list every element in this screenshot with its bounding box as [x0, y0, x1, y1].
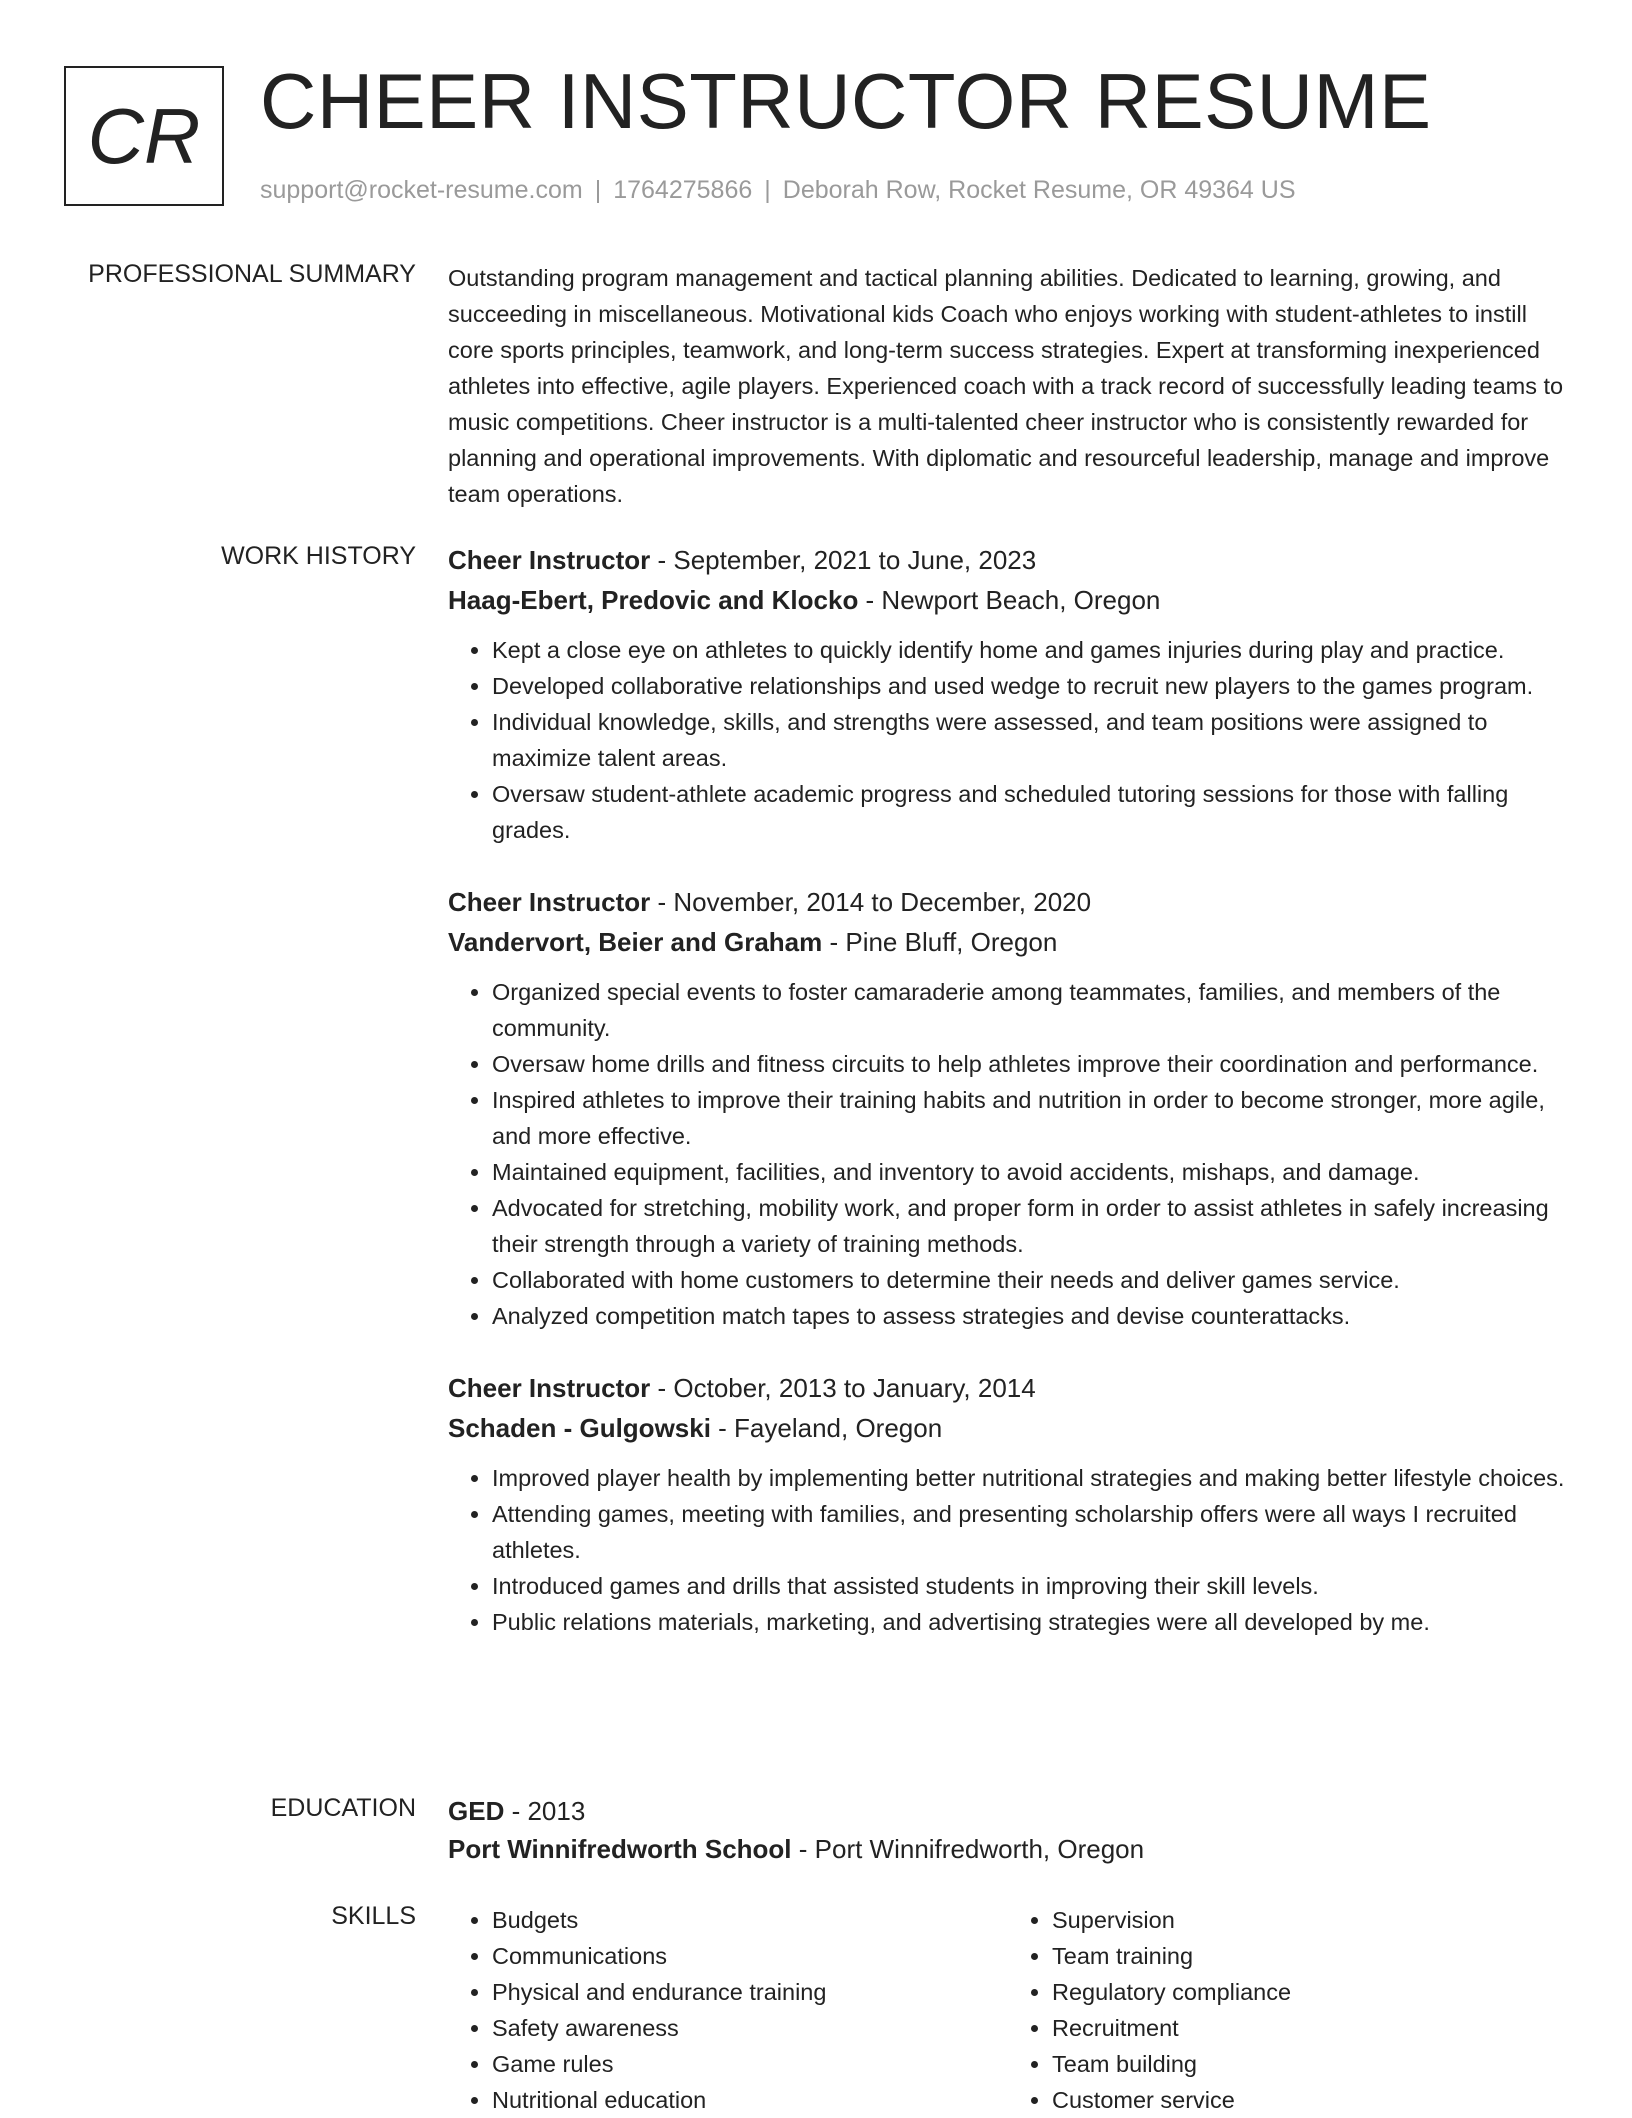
- job-title: Cheer Instructor: [448, 1373, 651, 1403]
- job-bullet: • Advocated for stretching, mobility work, and proper form in order to assist athletes in safely increasing their strength through a variety of training methods.: [492, 1190, 1568, 1262]
- job-bullet: • Attending games, meeting with families, and presenting scholarship offers were all ways I recruited athletes.: [492, 1496, 1568, 1568]
- job-bullet: • Developed collaborative relationships and used wedge to recruit new players to the games program.: [492, 668, 1568, 704]
- job-bullet: • Public relations materials, marketing, and advertising strategies were all developed by me.: [492, 1604, 1568, 1640]
- job-bullet: • Kept a close eye on athletes to quickly identify home and games injuries during play and practice.: [492, 632, 1568, 668]
- job-bullet: • Introduced games and drills that assisted students in improving their skill levels.: [492, 1568, 1568, 1604]
- job-company-line: [448, 1408, 1568, 1448]
- education-school-line: [448, 1830, 1568, 1868]
- job-company: Haag-Ebert, Predovic and Klocko: [448, 585, 859, 615]
- skill-item: • Nutritional education: [492, 2082, 1008, 2118]
- job-bullets: [448, 632, 1568, 848]
- skills-label: SKILLS: [331, 1902, 416, 1930]
- education-degree-line: [448, 1792, 1568, 1830]
- job-location: - Pine Bluff, Oregon: [822, 927, 1058, 957]
- job-company: Vandervort, Beier and Graham: [448, 927, 823, 957]
- contact-separator: |: [764, 176, 771, 204]
- job-title-line: [448, 1368, 1568, 1408]
- job-bullet: • Maintained equipment, facilities, and inventory to avoid accidents, mishaps, and damage.: [492, 1154, 1568, 1190]
- job-bullets: [448, 974, 1568, 1334]
- job-title-line: [448, 540, 1568, 580]
- skills-column-right: [1008, 1902, 1568, 2118]
- job-bullet: • Improved player health by implementing better nutritional strategies and making better lifestyle choices.: [492, 1460, 1568, 1496]
- job-entry: [448, 540, 1568, 848]
- education-school: Port Winnifredworth School: [448, 1834, 792, 1864]
- job-entry: [448, 1368, 1568, 1640]
- job-location: - Newport Beach, Oregon: [858, 585, 1161, 615]
- work-history-label: WORK HISTORY: [221, 542, 416, 570]
- job-dates: - September, 2021 to June, 2023: [650, 545, 1037, 575]
- job-entry: [448, 882, 1568, 1334]
- education-degree: GED: [448, 1796, 505, 1826]
- skill-item: • Team building: [1052, 2046, 1568, 2082]
- monogram-badge: [64, 66, 224, 206]
- skill-item: • Communications: [492, 1938, 1008, 1974]
- job-company-line: [448, 922, 1568, 962]
- skill-item: • Supervision: [1052, 1902, 1568, 1938]
- job-bullets: [448, 1460, 1568, 1640]
- job-title-line: [448, 882, 1568, 922]
- skill-item: • Customer service: [1052, 2082, 1568, 2118]
- job-bullet: • Collaborated with home customers to determine their needs and deliver games service.: [492, 1262, 1568, 1298]
- education-location: - Port Winnifredworth, Oregon: [791, 1834, 1145, 1864]
- skill-item: • Team training: [1052, 1938, 1568, 1974]
- job-bullet: • Analyzed competition match tapes to assess strategies and devise counterattacks.: [492, 1298, 1568, 1334]
- skill-item: • Budgets: [492, 1902, 1008, 1938]
- contact-address: Deborah Row, Rocket Resume, OR 49364 US: [782, 176, 1296, 204]
- skills-columns: [448, 1902, 1568, 2118]
- skill-item: • Physical and endurance training: [492, 1974, 1008, 2010]
- job-company-line: [448, 580, 1568, 620]
- contact-phone[interactable]: 1764275866: [613, 176, 753, 204]
- skills-column-left: [448, 1902, 1008, 2118]
- resume-title: CHEER INSTRUCTOR RESUME: [260, 57, 1432, 145]
- skill-item: • Game rules: [492, 2046, 1008, 2082]
- education-year: - 2013: [504, 1796, 586, 1826]
- summary-text: Outstanding program management and tactical planning abilities. Dedicated to learning, growing, and succeeding in miscellaneous. Motivational kids Coach who enjoys working with student-athletes to instill core sports principles, teamwork, and long-term success strategies. Expert at transforming inexperienced athletes into effective, agile players. Experienced coach with a track record of successfully leading teams to music competitions. Cheer instructor is a multi-talented cheer instructor who is consistently rewarded for planning and operational improvements. With diplomatic and resourceful leadership, manage and improve team operations.: [448, 265, 1564, 507]
- education-label: EDUCATION: [270, 1794, 416, 1822]
- job-company: Schaden - Gulgowski: [448, 1413, 711, 1443]
- skill-item: • Recruitment: [1052, 2010, 1568, 2046]
- job-dates: - November, 2014 to December, 2020: [650, 887, 1092, 917]
- monogram-text: CR: [87, 91, 201, 180]
- skill-item: • Regulatory compliance: [1052, 1974, 1568, 2010]
- job-bullet: • Oversaw home drills and fitness circuits to help athletes improve their coordination and performance.: [492, 1046, 1568, 1082]
- contact-separator: |: [594, 176, 602, 204]
- job-title: Cheer Instructor: [448, 545, 651, 575]
- job-bullet: • Individual knowledge, skills, and strengths were assessed, and team positions were assigned to maximize talent areas.: [492, 704, 1568, 776]
- job-dates: - October, 2013 to January, 2014: [650, 1373, 1036, 1403]
- skill-item: • Safety awareness: [492, 2010, 1008, 2046]
- job-bullet: • Inspired athletes to improve their training habits and nutrition in order to become stronger, more agile, and more effective.: [492, 1082, 1568, 1154]
- job-bullet: • Oversaw student-athlete academic progress and scheduled tutoring sessions for those with falling grades.: [492, 776, 1568, 848]
- contact-line: [260, 176, 1296, 205]
- job-title: Cheer Instructor: [448, 887, 651, 917]
- summary-label: PROFESSIONAL SUMMARY: [88, 260, 416, 288]
- job-bullet: • Organized special events to foster camaraderie among teammates, families, and members of the community.: [492, 974, 1568, 1046]
- contact-email[interactable]: support@rocket-resume.com: [260, 176, 583, 204]
- job-location: - Fayeland, Oregon: [710, 1413, 943, 1443]
